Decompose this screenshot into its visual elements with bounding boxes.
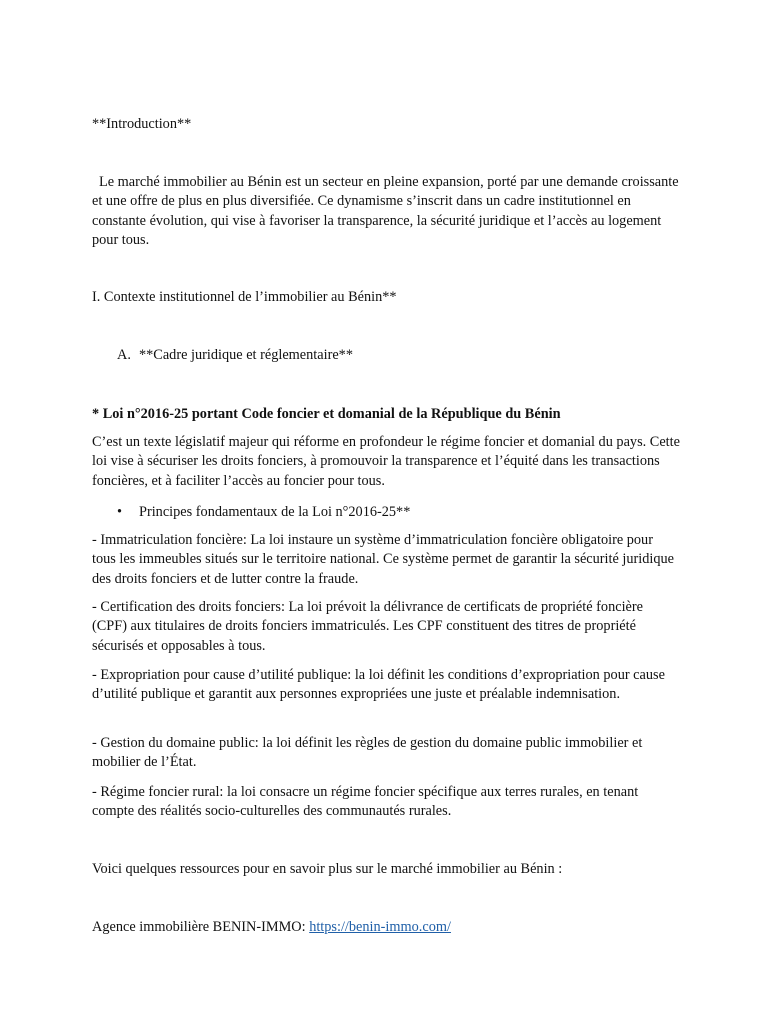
introduction-paragraph: Le marché immobilier au Bénin est un secteur en pleine expansion, porté par une demande croissante et une offre de plus en plus diversifiée. Ce dynamisme s’inscrit dans un cadre institutionnel en constante évolution, qui vise à favoriser la transparence, la sécurité juridique et l’accès au logement pour tous.: [92, 174, 679, 248]
principle-item-expropriation: - Expropriation pour cause d’utilité publique: la loi définit les conditions d’expropriation pour cause d’utilité publique et garantit aux personnes expropriées une juste et préalable indemnisation.: [92, 667, 665, 703]
bullet-marker: •: [117, 504, 123, 520]
law-paragraph: C’est un texte législatif majeur qui réforme en profondeur le régime foncier et domanial du pays. Cette loi vise à sécuriser les droits fonciers, à promouvoir la transparence et l’équité dans les transactions foncières, et à faciliter l’accès au foncier pour tous.: [92, 434, 680, 489]
principle-item-certification: - Certification des droits fonciers: La loi prévoit la délivrance de certificats de propriété foncière (CPF) aux titulaires de droits fonciers immatriculés. Les CPF constituent des titres de propriété sécurisés et opposables à tous.: [92, 599, 643, 654]
introduction-heading: **Introduction**: [92, 116, 192, 132]
agency-line: [92, 918, 680, 937]
principles-bullet-text: Principes fondamentaux de la Loi n°2016-25**: [139, 504, 411, 520]
principle-item-regime-rural: - Régime foncier rural: la loi consacre un régime foncier spécifique aux terres rurales, en tenant compte des réalités socio-culturelles des communautés rurales.: [92, 784, 639, 820]
agency-link[interactable]: https://benin-immo.com/: [309, 919, 451, 935]
principles-bullet: [117, 503, 680, 522]
subsection-a-heading: [117, 346, 680, 365]
section-i-heading: I. Contexte institutionnel de l’immobilier au Bénin**: [92, 289, 397, 305]
principle-item-domaine-public: - Gestion du domaine public: la loi définit les règles de gestion du domaine public immobilier et mobilier de l’État.: [92, 735, 643, 771]
resources-intro: Voici quelques ressources pour en savoir plus sur le marché immobilier au Bénin :: [92, 861, 563, 877]
subsection-a-letter: A.: [117, 347, 131, 363]
principle-item-immatriculation: - Immatriculation foncière: La loi instaure un système d’immatriculation foncière obligatoire pour tous les immeubles situés sur le territoire national. Ce système permet de garantir la sécurité juridique des droits fonciers et de lutter contre la fraude.: [92, 532, 675, 587]
law-title: * Loi n°2016-25 portant Code foncier et domanial de la République du Bénin: [92, 406, 561, 422]
agency-label: Agence immobilière BENIN-IMMO:: [92, 919, 310, 935]
subsection-a-title: **Cadre juridique et réglementaire**: [139, 347, 353, 363]
